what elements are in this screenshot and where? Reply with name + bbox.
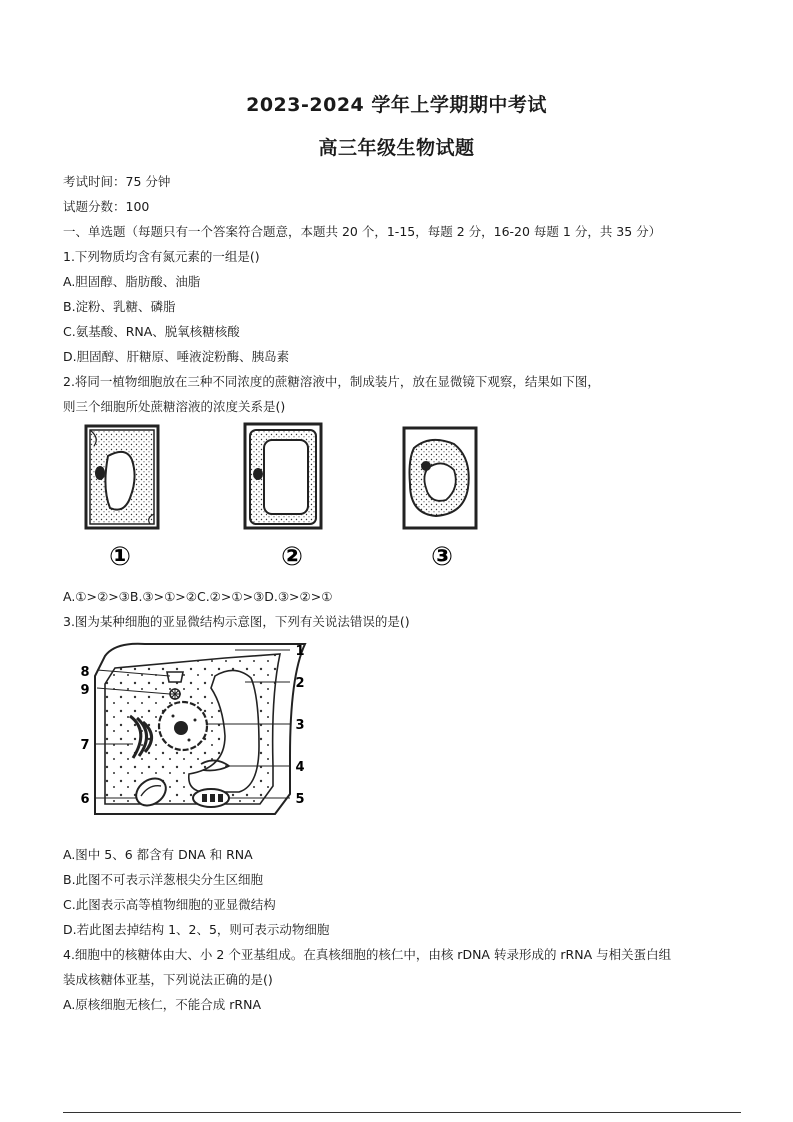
exam-score: 试题分数：100 xyxy=(63,199,150,214)
label-9: 9 xyxy=(80,683,90,698)
cell-2-label: ② xyxy=(280,542,304,572)
cell-2-diagram xyxy=(245,424,321,572)
question-3-option-a: A.图中 5、6 都含有 DNA 和 RNA xyxy=(63,847,253,862)
question-4-option-a: A.原核细胞无核仁，不能合成 rRNA xyxy=(63,997,262,1012)
label-5: 5 xyxy=(295,792,305,807)
question-2-stem: 2.将同一植物细胞放在三种不同浓度的蔗糖溶液中，制成装片，放在显微镜下观察，结果如下图， xyxy=(63,374,600,389)
question-3-option-b: B.此图不可表示洋葱根尖分生区细胞 xyxy=(63,872,264,887)
question-1-option-a: A.胆固醇、脂肪酸、油脂 xyxy=(63,274,201,289)
cell-1-label: ① xyxy=(108,542,132,572)
cell-3-label: ③ xyxy=(430,542,454,572)
label-7: 7 xyxy=(80,738,90,753)
label-2: 2 xyxy=(295,676,305,691)
cell-1-diagram xyxy=(86,426,158,572)
exam-subtitle: 高三年级生物试题 xyxy=(318,137,475,159)
question-3-stem: 3.图为某种细胞的亚显微结构示意图，下列有关说法错误的是() xyxy=(63,614,410,629)
label-4: 4 xyxy=(295,760,305,775)
question-3-option-c: C.此图表示高等植物细胞的亚显微结构 xyxy=(63,897,276,912)
question-1-option-b: B.淀粉、乳糖、磷脂 xyxy=(63,299,176,314)
cell-ultrastructure-figure xyxy=(75,636,335,828)
question-3-option-d: D.若此图去掉结构 1、2、5，则可表示动物细胞 xyxy=(63,922,330,937)
label-6: 6 xyxy=(80,792,90,807)
exam-time: 考试时间：75 分钟 xyxy=(63,174,171,189)
cell-3-diagram xyxy=(404,428,476,572)
exam-title: 2023-2024 学年上学期期中考试 xyxy=(246,94,547,116)
question-4-stem: 4.细胞中的核糖体由大、小 2 个亚基组成。在真核细胞的核仁中，由核 rDNA 转录形成的 rRNA 与相关蛋白组 xyxy=(63,947,672,962)
question-1-option-c: C.氨基酸、RNA、脱氧核糖核酸 xyxy=(63,324,240,339)
page-bottom-rule xyxy=(63,1112,741,1113)
section-heading: 一、单选题（每题只有一个答案符合题意，本题共 20 个，1-15，每题 2 分，16-20 每题 1 分，共 35 分） xyxy=(63,224,662,239)
question-1-option-d: D.胆固醇、肝糖原、唾液淀粉酶、胰岛素 xyxy=(63,349,290,364)
label-8: 8 xyxy=(80,665,90,680)
question-2-stem-cont: 则三个细胞所处蔗糖溶液的浓度关系是() xyxy=(63,399,286,414)
plant-cells-figure xyxy=(80,418,500,576)
question-2-options: A.①>②>③B.③>①>②C.②>①>③D.③>②>① xyxy=(63,589,333,604)
question-4-stem-cont: 装成核糖体亚基，下列说法正确的是() xyxy=(63,972,273,987)
label-1: 1 xyxy=(295,644,305,659)
label-3: 3 xyxy=(295,718,305,733)
question-1-stem: 1.下列物质均含有氮元素的一组是() xyxy=(63,249,260,264)
